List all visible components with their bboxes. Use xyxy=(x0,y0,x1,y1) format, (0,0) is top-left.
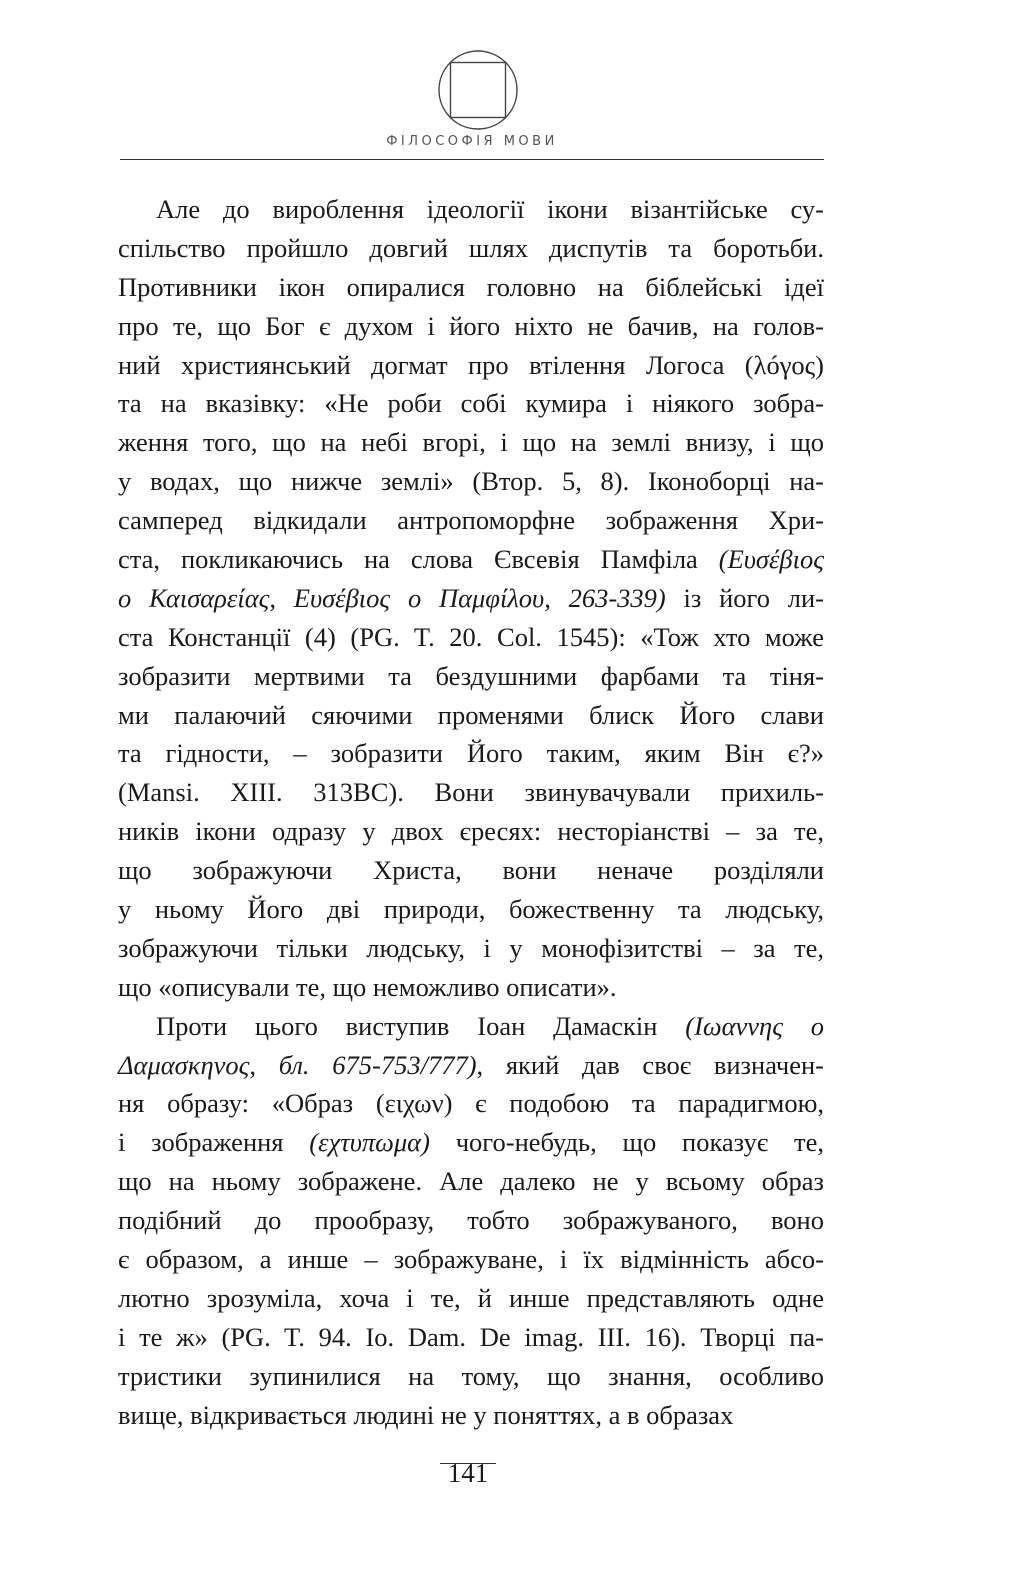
text-span: ста, покликаючись на слова Євсевія Памфіла xyxy=(118,544,719,575)
text-span: (Mansi. XIII. 313BC). Вони звинувачували прихиль- xyxy=(118,777,824,808)
text-span: подібний до прообразу, тобто зображуваного, воно xyxy=(118,1205,824,1236)
italic-span: (εχτυπωμα) xyxy=(309,1127,430,1158)
text-span: ження того, що на небі вгорі, і що на землі внизу, і що xyxy=(118,427,824,458)
text-line xyxy=(118,696,824,735)
text-line xyxy=(118,384,824,423)
text-span: зображуючи тільки людську, і у монофізитстві – за те, xyxy=(118,932,824,963)
paragraph xyxy=(118,1007,824,1435)
text-span: у водах, що нижче землі» (Втор. 5, 8). Іконоборці на- xyxy=(118,466,824,497)
text-span: ний християнський догмат про втілення Логоса (λóγος) xyxy=(118,349,824,380)
text-line xyxy=(118,1318,824,1357)
text-line xyxy=(118,462,824,501)
text-span: про те, що Бог є духом і його ніхто не бачив, на голов- xyxy=(118,310,824,341)
text-span: ста Констанції (4) (PG. T. 20. Col. 1545): «Тож хто може xyxy=(118,621,824,652)
text-line xyxy=(118,657,824,696)
running-title: ФІЛОСОФІЯ МОВИ xyxy=(386,134,558,149)
text-span: зобразити мертвими та бездушними фарбами та тіня- xyxy=(118,660,824,691)
text-span: спільство пройшло довгий шлях диспутів та боротьби. xyxy=(118,232,824,263)
text-span: , який дав своє визначен- xyxy=(476,1049,824,1080)
italic-span: Δαμασκηνος, бл. 675-753/777) xyxy=(118,1049,477,1080)
body-text xyxy=(118,190,824,1435)
text-span: вище, відкривається людині не у поняттях, а в образах xyxy=(118,1399,734,1430)
italic-span: (Ευσέβιος xyxy=(718,544,824,575)
text-line xyxy=(118,1046,824,1085)
italic-span: ο Καισαρείας, Ευσέβιος ο Παμφίλου, 263-339) xyxy=(118,582,666,613)
text-span: та на вказівку: «Не роби собі кумира і ніякого зобра- xyxy=(118,388,824,419)
page-number: 141 xyxy=(447,1458,489,1488)
text-line xyxy=(118,1162,824,1201)
text-span: із його ли- xyxy=(665,582,825,613)
text-line xyxy=(118,540,824,579)
text-span: Проти цього виступив Іоан Дамаскін xyxy=(156,1010,686,1041)
text-line xyxy=(118,851,824,890)
text-line xyxy=(118,1084,824,1123)
text-line xyxy=(118,190,824,229)
text-span: лютно зрозуміла, хоча і те, й инше представляють одне xyxy=(118,1282,824,1313)
text-line xyxy=(118,1396,824,1435)
text-line xyxy=(118,929,824,968)
text-line xyxy=(118,1007,824,1046)
text-line xyxy=(118,579,824,618)
text-span: що зображуючи Христа, вони неначе розділяли xyxy=(118,855,824,886)
text-span: і те ж» (PG. T. 94. Io. Dam. De imag. III. 16). Творці па- xyxy=(118,1321,824,1352)
text-line xyxy=(118,773,824,812)
text-line xyxy=(118,812,824,851)
text-span: та гідности, – зобразити Його таким, яким Він є?» xyxy=(118,738,824,769)
text-line xyxy=(118,968,824,1007)
circle-square-icon xyxy=(436,48,520,132)
text-span: що «описували те, що неможливо описати». xyxy=(118,971,617,1002)
text-line xyxy=(118,501,824,540)
text-span: Але до вироблення ідеології ікони візантійське су- xyxy=(156,194,824,224)
text-span: чого-небудь, що показує те, xyxy=(429,1127,824,1158)
text-span: тристики зупинилися на тому, що знання, особливо xyxy=(118,1360,824,1391)
text-line xyxy=(118,307,824,346)
text-line xyxy=(118,618,824,657)
text-span: ня образу: «Образ (ειχων) є подобою та парадигмою, xyxy=(118,1088,824,1119)
text-line xyxy=(118,346,824,385)
text-span: у ньому Його дві природи, божественну та людську, xyxy=(118,894,824,925)
text-span: є образом, а инше – зображуване, і їх відмінність абсо- xyxy=(118,1244,824,1275)
text-line xyxy=(118,268,824,307)
text-span: ників ікони одразу у двох єресях: несторіанстві – за те, xyxy=(118,816,824,847)
header-rule xyxy=(120,159,824,160)
text-line xyxy=(118,1240,824,1279)
text-line xyxy=(118,1123,824,1162)
text-line xyxy=(118,734,824,773)
text-line xyxy=(118,1279,824,1318)
text-span: Противники ікон опиралися головно на біблейські ідеї xyxy=(118,271,824,302)
text-span: що на ньому зображене. Але далеко не у всьому образ xyxy=(118,1166,824,1197)
text-line xyxy=(118,1357,824,1396)
text-span: і зображення xyxy=(118,1127,310,1158)
text-line xyxy=(118,229,824,268)
text-span: ми палаючий сяючими променями блиск Його слави xyxy=(118,699,824,730)
paragraph xyxy=(118,190,824,1007)
text-line xyxy=(118,1201,824,1240)
text-line xyxy=(118,890,824,929)
italic-span: (Ιωαννης ο xyxy=(685,1010,824,1041)
text-span: самперед відкидали антропоморфне зображення Хри- xyxy=(118,505,824,536)
text-line xyxy=(118,423,824,462)
